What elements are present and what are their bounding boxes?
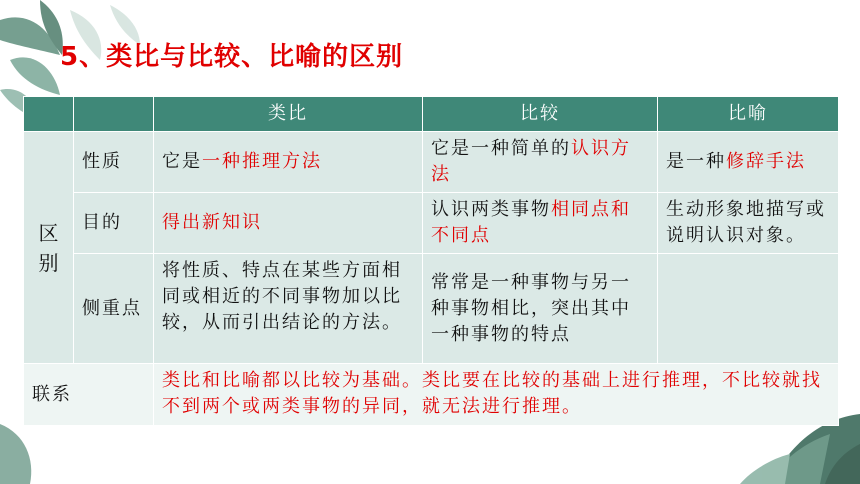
comparison-table [23,96,839,426]
cell-analogy: 它是一种推理方法 [154,132,423,193]
page-title: 5、类比与比较、比喻的区别 [60,42,404,72]
header-blank [74,97,154,132]
cell-metaphor [658,254,839,364]
row-label-link: 联系 [24,364,154,426]
row-label: 性质 [74,132,154,193]
table-row [24,132,839,193]
cell-comparison: 认识两类事物相同点和不同点 [423,193,658,254]
row-label: 目的 [74,193,154,254]
header-blank [24,97,74,132]
cell-comparison: 常常是一种事物与另一种事物相比，突出其中一种事物的特点 [423,254,658,364]
cell-analogy: 将性质、特点在某些方面相同或相近的不同事物加以比较，从而引出结论的方法。 [154,254,423,364]
group-label-difference: 区别 [24,132,74,364]
table-header-row [24,97,839,132]
table-row [24,254,839,364]
cell-comparison: 它是一种简单的认识方法 [423,132,658,193]
row-label: 侧重点 [74,254,154,364]
cell-analogy: 得出新知识 [154,193,423,254]
table-row [24,193,839,254]
table-row-link [24,364,839,426]
cell-link-text: 类比和比喻都以比较为基础。类比要在比较的基础上进行推理，不比较就找不到两个或两类事物的异同，就无法进行推理。 [154,364,839,426]
header-analogy: 类比 [154,97,423,132]
header-metaphor: 比喻 [658,97,839,132]
cell-metaphor: 是一种修辞手法 [658,132,839,193]
cell-metaphor: 生动形象地描写或说明认识对象。 [658,193,839,254]
header-comparison: 比较 [423,97,658,132]
